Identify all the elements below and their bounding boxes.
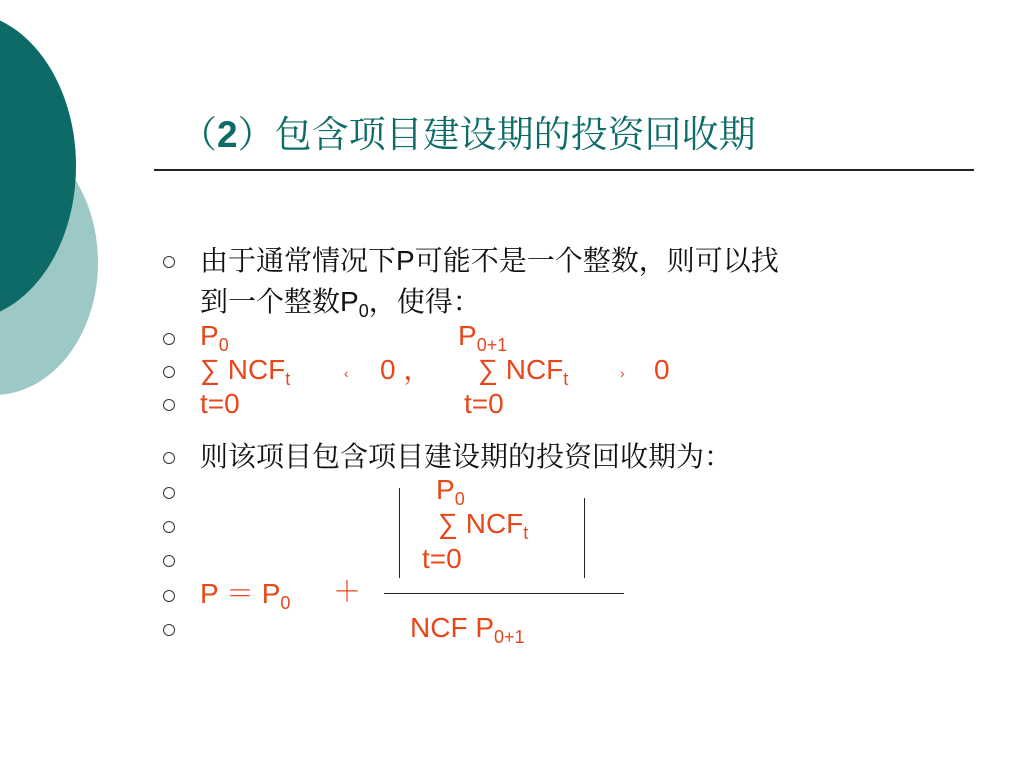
- para1-line2: 到一个整数$P_0$，使得：: [200, 285, 481, 321]
- cond-p-left: $P_0$: [200, 320, 229, 355]
- cond-sum-right: ∑ $NCF_t$: [478, 354, 569, 389]
- para2: 则该项目包含项目建设期的投资回收期为：: [200, 440, 733, 473]
- cond-t-right: t=0: [464, 388, 504, 419]
- abs-bar-right: [584, 498, 585, 578]
- bullet-icon: [163, 590, 175, 602]
- cond-zero-left: 0 ，: [380, 354, 432, 385]
- cond-zero-right: 0: [654, 354, 670, 385]
- formula-num-p: $P_0$: [436, 474, 465, 509]
- title-divider: [154, 169, 974, 171]
- formula-num-t: t=0: [422, 543, 462, 574]
- formula-denominator: NCF $P_{0+1}$: [410, 612, 525, 647]
- cond-greater-than: ›: [620, 365, 625, 381]
- formula-num-sum: ∑ $NCF_t$: [438, 508, 529, 543]
- bullet-icon: [163, 256, 175, 268]
- bullet-icon: [163, 452, 175, 464]
- para1-line1: 由于通常情况下P可能不是一个整数，则可以找: [200, 244, 779, 277]
- abs-bar-left: [399, 488, 400, 578]
- bullet-icon: [163, 333, 175, 345]
- bullet-icon: [163, 521, 175, 533]
- cond-t-left: t=0: [200, 388, 240, 419]
- bullet-icon: [163, 555, 175, 567]
- bullet-icon: [163, 487, 175, 499]
- cond-sum-left: ∑ $NCF_t$: [200, 354, 291, 389]
- slide-title: （2）包含项目建设期的投资回收期: [180, 113, 756, 156]
- bullet-icon: [163, 366, 175, 378]
- cond-less-than: ‹: [344, 365, 349, 381]
- bullet-icon: [163, 399, 175, 411]
- fraction-bar: [384, 593, 624, 594]
- bullet-icon: [163, 624, 175, 636]
- formula-lhs: $P = P_0$: [200, 578, 291, 613]
- formula-plus: ＋: [333, 576, 362, 607]
- cond-p-right: $P_{0+1}$: [458, 320, 508, 355]
